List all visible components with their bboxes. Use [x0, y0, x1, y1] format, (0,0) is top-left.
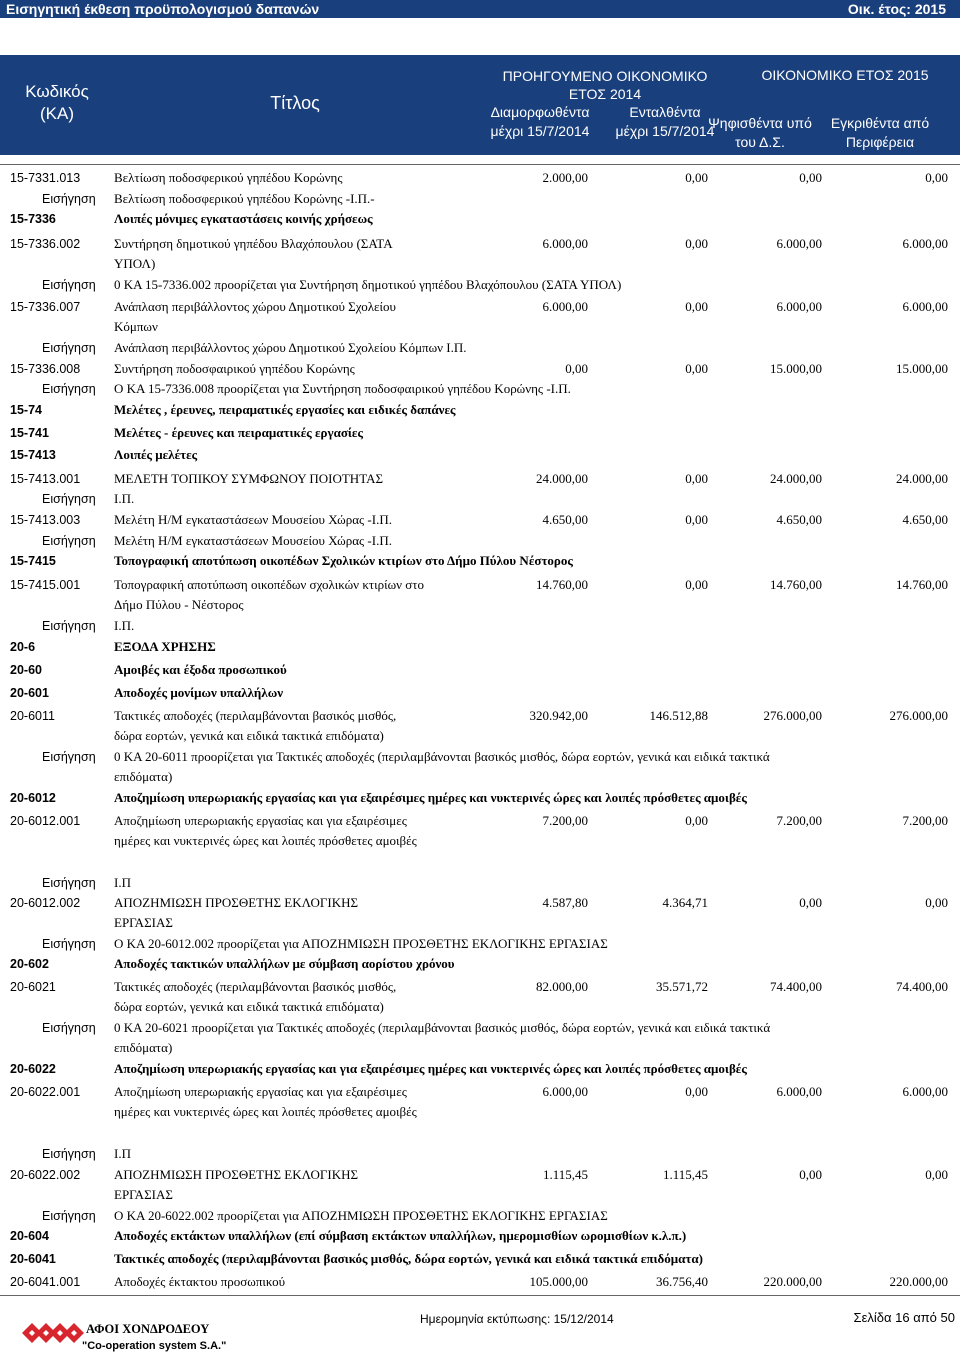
report-title: Εισηγητική έκθεση προϋπολογισμού δαπανών — [6, 1, 320, 17]
value-ordered: 0,00 — [685, 299, 708, 314]
value-voted: 4.650,00 — [776, 512, 822, 527]
col-approved-sublabel: Περιφέρεια — [845, 134, 915, 150]
row-code: 20-60 — [10, 663, 42, 677]
row-desc: Τακτικές αποδοχές (περιλαμβάνονται βασικός μισθός, δώρα εορτών, γενικά και ειδικά τακτικά επιδόματα) — [114, 1251, 703, 1266]
value-ordered: 4.364,71 — [662, 895, 708, 910]
row-desc: Ανάπλαση περιβάλλοντος χώρου Δημοτικού Σχολείου Κόμπων Ι.Π. — [114, 340, 467, 355]
row-code: 20-6021 — [10, 980, 56, 994]
value-approved: 0,00 — [925, 895, 948, 910]
row-desc: Συντήρηση ποδοσφαιρικού γηπέδου Κορώνης — [114, 361, 355, 376]
value-approved: 7.200,00 — [902, 813, 948, 828]
row-code: 20-6022 — [10, 1062, 56, 1076]
row-desc: Τακτικές αποδοχές (περιλαμβάνονται βασικός μισθός, δώρα εορτών, γενικά και ειδικά τακτικά επιδόματα) — [114, 708, 397, 743]
value-approved: 6.000,00 — [902, 1084, 948, 1099]
value-voted: 6.000,00 — [776, 236, 822, 251]
row-desc: Αποζημίωση υπερωριακής εργασίας και για εξαιρέσιμες ημέρες και νυκτερινές ώρες και λοιπές πρόσθετες αμοιβές — [114, 1084, 417, 1119]
row-code: 20-6 — [10, 640, 36, 654]
value-formed: 2.000,00 — [542, 170, 588, 185]
value-formed: 6.000,00 — [542, 299, 588, 314]
row-desc: Μελέτες - έρευνες και πειραματικές εργασίες — [114, 425, 363, 440]
row-code: Εισήγηση — [42, 382, 96, 396]
page-footer — [0, 1300, 960, 1356]
row-desc: 0 ΚΑ 20-6011 προορίζεται για Τακτικές αποδοχές (περιλαμβάνονται βασικός μισθός, δώρα εορτών, γενικά και ειδικά τακτικά επιδόματα) — [114, 749, 770, 784]
row-code: 20-6022.002 — [10, 1168, 81, 1182]
row-desc: Συντήρηση δημοτικού γηπέδου Βλαχόπουλου (ΣΑΤΑ ΥΠΟΛ) — [114, 236, 392, 271]
row-desc: Ι.Π. — [114, 491, 135, 506]
row-code: Εισήγηση — [42, 192, 96, 206]
row-desc: Αποζημίωση υπερωριακής εργασίας και για εξαιρέσιμες ημέρες και νυκτερινές ώρες και λοιπές πρόσθετες αμοιβές — [114, 813, 417, 848]
value-formed: 1.115,45 — [542, 1167, 588, 1182]
row-desc: ΑΠΟΖΗΜΙΩΣΗ ΠΡΟΣΘΕΤΗΣ ΕΚΛΟΓΙΚΗΣ ΕΡΓΑΣΙΑΣ — [114, 1167, 359, 1202]
value-voted: 276.000,00 — [763, 708, 822, 723]
col-approved-label: Εγκριθέντα από — [830, 115, 930, 131]
row-desc: Αποδοχές μονίμων υπαλλήλων — [114, 685, 284, 700]
company-system: "Co-operation system S.A." — [82, 1340, 227, 1352]
row-desc: Αποζημίωση υπερωριακής εργασίας και για εξαιρέσιμες ημέρες και νυκτερινές ώρες και λοιπές πρόσθετες αμοιβές — [114, 1061, 747, 1076]
row-desc: Ο ΚΑ 15-7336.008 προορίζεται για Συντήρηση ποδοσφαιρικού γηπέδου Κορώνης -Ι.Π. — [114, 381, 571, 396]
row-code: Εισήγηση — [42, 876, 96, 890]
company-name: ΑΦΟΙ ΧΟΝΔΡΟΔΕΟΥ — [86, 1322, 210, 1336]
value-approved: 6.000,00 — [902, 299, 948, 314]
table-top-divider — [0, 164, 960, 165]
row-desc: Αποδοχές τακτικών υπαλλήλων με σύμβαση αορίστου χρόνου — [114, 956, 455, 971]
col-formed-label: Διαμορφωθέντα — [490, 104, 590, 120]
value-formed: 82.000,00 — [536, 979, 588, 994]
row-desc: Τοπογραφική αποτύπωση οικοπέδων σχολικών κτιρίων στο Δήμο Πύλου - Νέστορος — [114, 577, 424, 612]
row-code: Εισήγηση — [42, 750, 96, 764]
row-code: 15-7413 — [10, 448, 56, 462]
print-date: Ημερομηνία εκτύπωσης: 15/12/2014 — [420, 1312, 614, 1326]
row-desc: Ανάπλαση περιβάλλοντος χώρου Δημοτικού Σχολείου Κόμπων — [114, 299, 396, 334]
value-approved: 4.650,00 — [902, 512, 948, 527]
row-code: 20-6041.001 — [10, 1275, 81, 1289]
value-ordered: 0,00 — [685, 1084, 708, 1099]
value-approved: 14.760,00 — [896, 577, 948, 592]
row-code: Εισήγηση — [42, 341, 96, 355]
row-code: Εισήγηση — [42, 492, 96, 506]
value-formed: 0,00 — [565, 361, 588, 376]
row-desc: ΕΞΟΔΑ ΧΡΗΣΗΣ — [114, 639, 216, 654]
row-desc: Ι.Π. — [114, 618, 135, 633]
page-number: Σελίδα 16 από 50 — [853, 1310, 955, 1325]
value-formed: 6.000,00 — [542, 1084, 588, 1099]
row-code: 15-741 — [10, 426, 49, 440]
row-desc: Μελέτες , έρευνες, πειραματικές εργασίες και ειδικές δαπάνες — [114, 402, 456, 417]
value-voted: 15.000,00 — [770, 361, 822, 376]
row-desc: 0 ΚΑ 15-7336.002 προορίζεται για Συντήρηση δημοτικού γηπέδου Βλαχόπουλου (ΣΑΤΑ ΥΠΟΛ) — [114, 277, 622, 292]
value-formed: 4.587,80 — [542, 895, 588, 910]
row-desc: Βελτίωση ποδοσφερικού γηπέδου Κορώνης -Ι.Π.- — [114, 191, 375, 206]
row-desc: Ο ΚΑ 20-6012.002 προορίζεται για ΑΠΟΖΗΜΙΩΣΗ ΠΡΟΣΘΕΤΗΣ ΕΚΛΟΓΙΚΗΣ ΕΡΓΑΣΙΑΣ — [114, 936, 608, 951]
value-ordered: 0,00 — [685, 471, 708, 486]
value-voted: 6.000,00 — [776, 1084, 822, 1099]
col-voted-header — [705, 114, 815, 152]
row-code: Εισήγηση — [42, 1209, 96, 1223]
value-approved: 220.000,00 — [889, 1274, 948, 1289]
row-code: Εισήγηση — [42, 534, 96, 548]
value-voted: 14.760,00 — [770, 577, 822, 592]
value-formed: 14.760,00 — [536, 577, 588, 592]
row-code: 15-7336.007 — [10, 300, 81, 314]
value-formed: 6.000,00 — [542, 236, 588, 251]
row-code: 20-6012.002 — [10, 896, 81, 910]
col-formed-sublabel: μέχρι 15/7/2014 — [490, 123, 590, 139]
col-title-header: Τίτλος — [270, 93, 320, 113]
value-voted: 6.000,00 — [776, 299, 822, 314]
prev-year-label: ΠΡΟΗΓΟΥΜΕΝΟ ΟΙΚΟΝΟΜΙΚΟ — [502, 68, 708, 84]
col-ordered-label: Ενταλθέντα — [629, 104, 701, 120]
row-desc: Αποδοχές έκτακτου προσωπικού — [114, 1274, 286, 1289]
value-formed: 4.650,00 — [542, 512, 588, 527]
row-code: 20-604 — [10, 1229, 49, 1243]
value-ordered: 1.115,45 — [662, 1167, 708, 1182]
value-voted: 0,00 — [799, 895, 822, 910]
row-code: 15-7331.013 — [10, 171, 81, 185]
prev-year-sublabel: ΕΤΟΣ 2014 — [568, 86, 642, 102]
row-desc: Βελτίωση ποδοσφερικού γηπέδου Κορώνης — [114, 170, 343, 185]
value-voted: 24.000,00 — [770, 471, 822, 486]
value-ordered: 0,00 — [685, 813, 708, 828]
row-desc: Λοιπές μελέτες — [114, 447, 198, 462]
row-desc: ΜΕΛΕΤΗ ΤΟΠΙΚΟΥ ΣΥΜΦΩΝΟΥ ΠΟΙΟΤΗΤΑΣ — [114, 471, 384, 486]
value-ordered: 0,00 — [685, 512, 708, 527]
row-desc: Αποζημίωση υπερωριακής εργασίας και για εξαιρέσιμες ημέρες και νυκτερινές ώρες και λοιπές πρόσθετες αμοιβές — [114, 790, 747, 805]
col-code-sublabel: (ΚΑ) — [40, 104, 74, 123]
row-desc: Μελέτη Η/Μ εγκαταστάσεων Μουσείου Χώρας -Ι.Π. — [114, 512, 392, 527]
value-voted: 74.400,00 — [770, 979, 822, 994]
row-code: 15-7413.001 — [10, 472, 81, 486]
value-voted: 220.000,00 — [763, 1274, 822, 1289]
col-voted-label: Ψηφισθέντα υπό — [708, 115, 812, 131]
value-approved: 6.000,00 — [902, 236, 948, 251]
value-approved: 15.000,00 — [896, 361, 948, 376]
value-approved: 0,00 — [925, 170, 948, 185]
value-voted: 0,00 — [799, 1167, 822, 1182]
row-code: Εισήγηση — [42, 278, 96, 292]
row-code: 15-7336 — [10, 212, 56, 226]
row-code: Εισήγηση — [42, 937, 96, 951]
row-desc: Λοιπές μόνιμες εγκαταστάσεις κοινής χρήσεως — [114, 211, 373, 226]
row-code: 20-6012 — [10, 791, 56, 805]
value-voted: 0,00 — [799, 170, 822, 185]
value-formed: 105.000,00 — [529, 1274, 588, 1289]
value-approved: 74.400,00 — [896, 979, 948, 994]
row-code: 20-6041 — [10, 1252, 56, 1266]
row-code: 20-6011 — [10, 709, 55, 723]
value-voted: 7.200,00 — [776, 813, 822, 828]
row-code: 20-602 — [10, 957, 49, 971]
value-ordered: 0,00 — [685, 577, 708, 592]
company-logo-icon — [20, 1317, 86, 1347]
col-ordered-sublabel: μέχρι 15/7/2014 — [615, 123, 715, 139]
value-formed: 24.000,00 — [536, 471, 588, 486]
value-ordered: 0,00 — [685, 361, 708, 376]
table-bottom-divider — [0, 1295, 960, 1296]
row-desc: Μελέτη Η/Μ εγκαταστάσεων Μουσείου Χώρας -Ι.Π. — [114, 533, 392, 548]
value-ordered: 35.571,72 — [656, 979, 708, 994]
row-desc: Τοπογραφική αποτύπωση οικοπέδων Σχολικών κτιρίων στο Δήμο Πύλου Νέστορος — [114, 553, 573, 568]
report-title-bar — [0, 0, 960, 18]
row-code: 15-74 — [10, 403, 42, 417]
row-code: Εισήγηση — [42, 1021, 96, 1035]
row-code: 15-7336.002 — [10, 237, 81, 251]
row-desc: ΑΠΟΖΗΜΙΩΣΗ ΠΡΟΣΘΕΤΗΣ ΕΚΛΟΓΙΚΗΣ ΕΡΓΑΣΙΑΣ — [114, 895, 359, 930]
row-desc: Ο ΚΑ 20-6022.002 προορίζεται για ΑΠΟΖΗΜΙΩΣΗ ΠΡΟΣΘΕΤΗΣ ΕΚΛΟΓΙΚΗΣ ΕΡΓΑΣΙΑΣ — [114, 1208, 608, 1223]
row-desc: 0 ΚΑ 20-6021 προορίζεται για Τακτικές αποδοχές (περιλαμβάνονται βασικός μισθός, δώρα εορτών, γενικά και ειδικά τακτικά επιδόματα) — [114, 1020, 771, 1055]
col-code-header — [18, 81, 96, 125]
row-desc: Ι.Π — [114, 1146, 131, 1161]
row-desc: Αμοιβές και έξοδα προσωπικού — [114, 662, 287, 677]
value-approved: 0,00 — [925, 1167, 948, 1182]
row-code: 20-6022.001 — [10, 1085, 81, 1099]
row-desc: Τακτικές αποδοχές (περιλαμβάνονται βασικός μισθός, δώρα εορτών, γενικά και ειδικά τακτικά επιδόματα) — [114, 979, 397, 1014]
col-code-label: Κωδικός — [25, 82, 89, 101]
row-code: 15-7413.003 — [10, 513, 81, 527]
value-ordered: 146.512,88 — [649, 708, 708, 723]
row-desc: Αποδοχές εκτάκτων υπαλλήλων (επί σύμβαση εκτάκτων υπαλλήλων, ημερομισθίων ωρομισθίων κ.λ.π.) — [114, 1228, 687, 1243]
col-voted-sublabel: του Δ.Σ. — [735, 134, 785, 150]
value-approved: 276.000,00 — [889, 708, 948, 723]
fiscal-year: Οικ. έτος: 2015 — [847, 1, 946, 17]
row-code: Εισήγηση — [42, 1147, 96, 1161]
row-code: 15-7415.001 — [10, 578, 81, 592]
row-desc: Ι.Π — [114, 875, 131, 890]
value-formed: 7.200,00 — [542, 813, 588, 828]
row-code: 15-7415 — [10, 554, 56, 568]
col-approved-header — [810, 114, 950, 152]
row-code: 20-6012.001 — [10, 814, 81, 828]
prev-year-header — [485, 67, 725, 103]
row-code: 20-601 — [10, 686, 49, 700]
value-ordered: 36.756,40 — [656, 1274, 708, 1289]
value-ordered: 0,00 — [685, 236, 708, 251]
table-header — [0, 55, 960, 155]
value-formed: 320.942,00 — [529, 708, 588, 723]
curr-year-header: ΟΙΚΟΝΟΜΙΚΟ ΕΤΟΣ 2015 — [761, 67, 929, 83]
row-code: Εισήγηση — [42, 619, 96, 633]
value-ordered: 0,00 — [685, 170, 708, 185]
col-formed-header — [475, 103, 605, 141]
row-code: 15-7336.008 — [10, 362, 81, 376]
value-approved: 24.000,00 — [896, 471, 948, 486]
